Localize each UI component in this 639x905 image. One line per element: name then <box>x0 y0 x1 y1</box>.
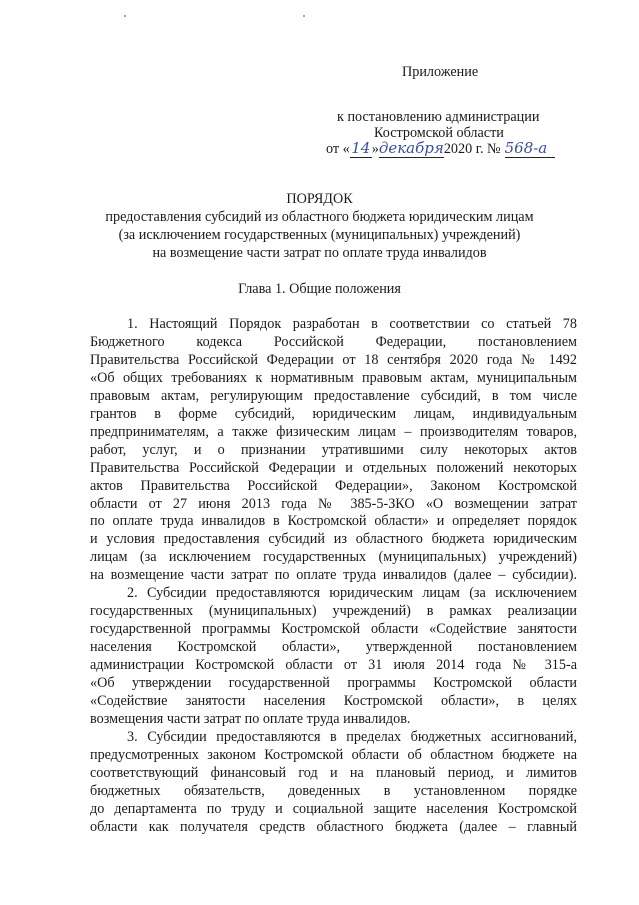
date-day: 14 <box>351 139 371 157</box>
body-line: области как получателя средств областного бюджета (далее – главный <box>90 819 577 835</box>
body-line: области от 27 июня 2013 года № 385-5-ЗКО «О возмещении затрат <box>90 496 577 512</box>
annex-line-1: к постановлению администрации <box>337 109 540 125</box>
body-line: соответствующий финансовый год и на плановый период, и лимитов <box>90 765 577 781</box>
body-line: администрации Костромской области от 31 июля 2014 года № 315-а <box>90 657 577 673</box>
annex-date-line <box>326 139 555 158</box>
body-line: Правительства Российской Федерации и отдельных положений некоторых <box>90 460 577 476</box>
document-subtitle-1: предоставления субсидий из областного бюджета юридическим лицам <box>105 209 534 225</box>
body-line: 3. Субсидии предоставляются в пределах бюджетных ассигнований, <box>127 729 577 745</box>
body-line: 2. Субсидии предоставляются юридическим лицам (за исключением <box>127 585 577 601</box>
body-line: предпринимателям, а также физическим лицам – производителям товаров, <box>90 424 577 440</box>
body-line: работ, услуг, и о признании утратившими силу некоторых актов <box>90 442 577 458</box>
scan-speck <box>303 15 305 17</box>
body-line: на возмещение части затрат по оплате труда инвалидов (далее – субсидии). <box>90 567 577 583</box>
body-line: «Об утверждении государственной программы Костромской области <box>90 675 577 691</box>
body-line: «Об общих требованиях к нормативным правовым актам, муниципальным <box>90 370 577 386</box>
body-line: актов Правительства Российской Федерации», Законом Костромской <box>90 478 577 494</box>
body-line: и условия предоставления субсидий из областного бюджета юридическим <box>90 531 577 547</box>
date-prefix: от « <box>326 141 350 157</box>
document-subtitle-2: (за исключением государственных (муниципальных) учреждений) <box>118 227 521 243</box>
date-month: декабря <box>378 139 444 157</box>
body-line: Бюджетного кодекса Российской Федерации, постановлением <box>90 334 577 350</box>
body-line: государственной программы Костромской области «Содействие занятости <box>90 621 577 637</box>
body-line: 1. Настоящий Порядок разработан в соответствии со статьей 78 <box>127 316 577 332</box>
annex-line-2: Костромской области <box>374 125 504 141</box>
scan-speck <box>124 15 126 17</box>
date-year: 2020 г. № <box>443 141 501 157</box>
body-line: грантов в форме субсидий, юридическим лицам, индивидуальным <box>90 406 577 422</box>
body-line: Правительства Российской Федерации от 18 сентября 2020 года № 1492 <box>90 352 577 368</box>
body-line: возмещения части затрат по оплате труда инвалидов. <box>90 711 411 727</box>
body-line: «Содействие занятости населения Костромской области», в целях <box>90 693 577 709</box>
body-line: лицам (за исключением государственных (муниципальных) учреждений) <box>90 549 577 565</box>
body-line: по оплате труда инвалидов в Костромской области» и определяет порядок <box>90 513 577 529</box>
chapter-heading: Глава 1. Общие положения <box>238 281 401 297</box>
body-line: населения Костромской области», утвержденной постановлением <box>90 639 577 655</box>
date-mid: » <box>371 141 379 157</box>
body-line: государственных (муниципальных) учреждений) в рамках реализации <box>90 603 577 619</box>
body-line: предусмотренных законом Костромской области об областном бюджете на <box>90 747 577 763</box>
body-line: правовым актам, регулирующим предоставление субсидий, в том числе <box>90 388 577 404</box>
annex-title: Приложение <box>402 64 479 80</box>
date-number: 568-а <box>505 139 555 158</box>
document-title: ПОРЯДОК <box>286 191 353 207</box>
body-line: до департамента по труду и социальной защите населения Костромской <box>90 801 577 817</box>
document-subtitle-3: на возмещение части затрат по оплате труда инвалидов <box>152 245 487 261</box>
body-line: бюджетных обязательств, доведенных в установленном порядке <box>90 783 577 799</box>
